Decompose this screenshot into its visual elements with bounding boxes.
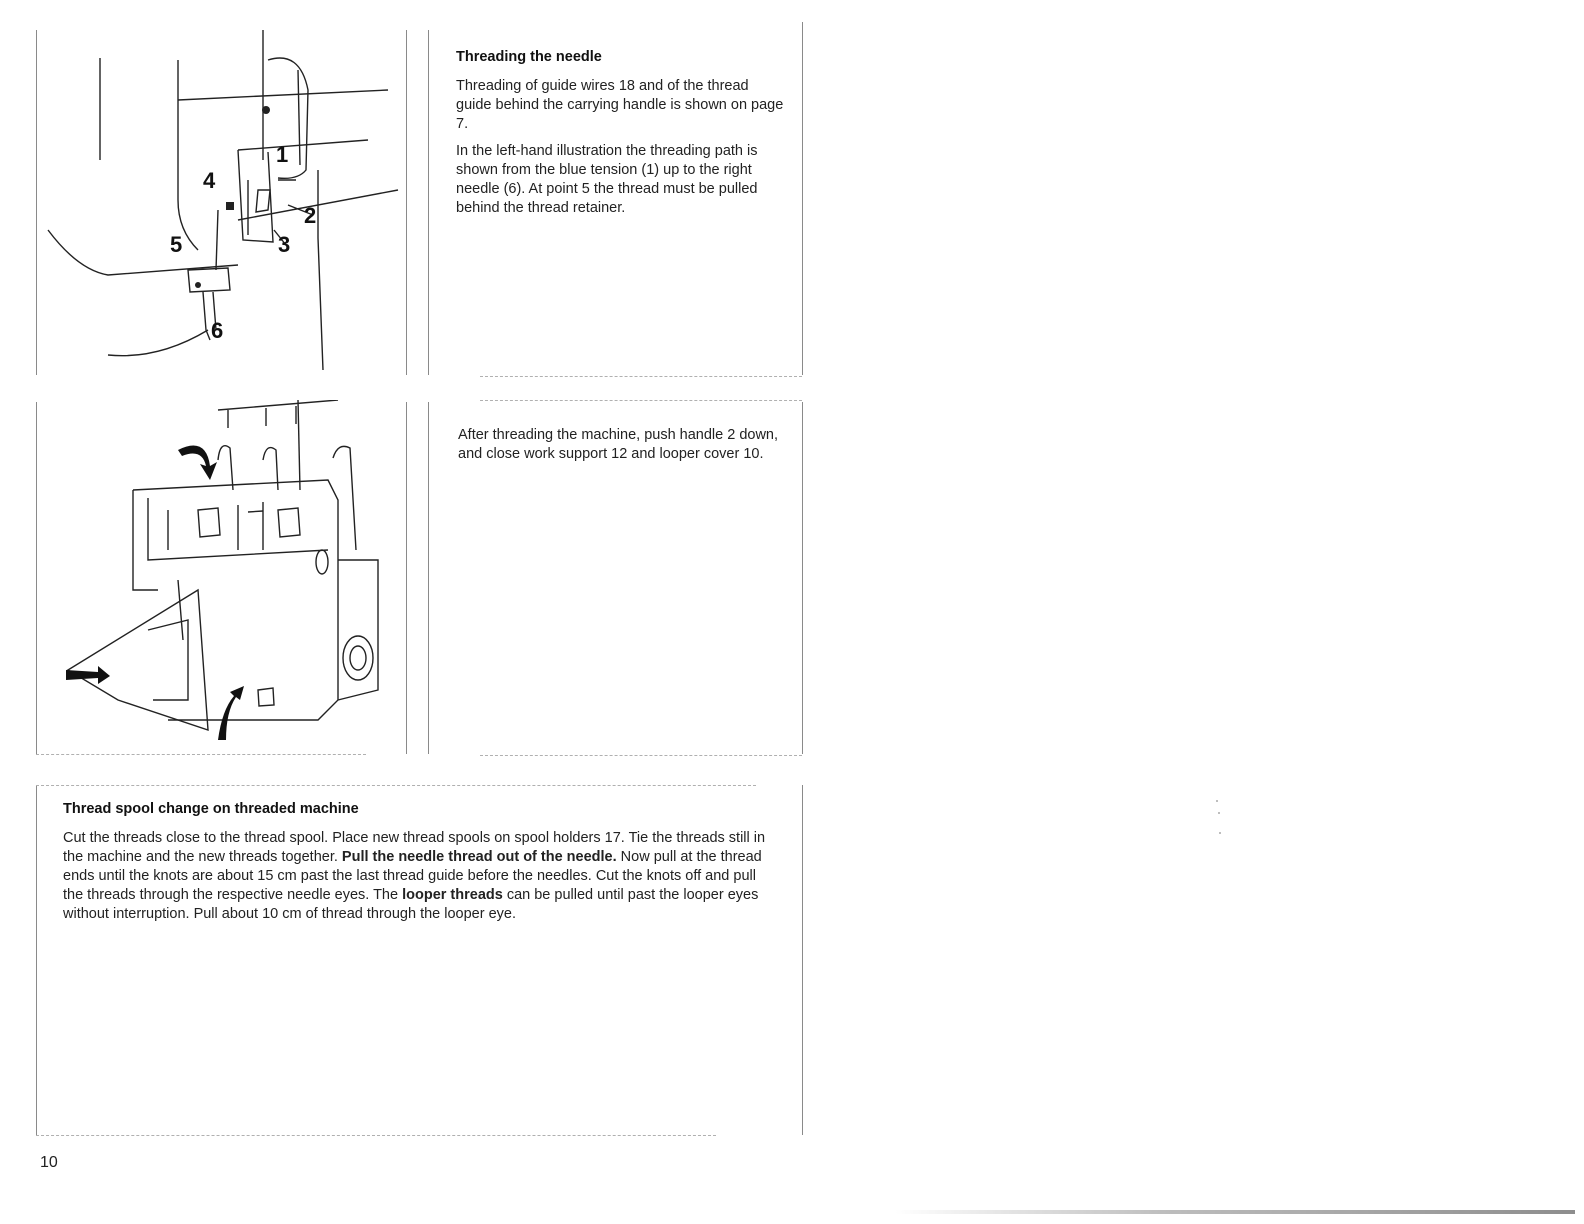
frame-line xyxy=(36,785,756,786)
frame-line xyxy=(480,400,802,401)
frame-line xyxy=(406,402,407,754)
callout-4: 4 xyxy=(203,168,216,193)
scan-speck xyxy=(1218,812,1220,814)
callout-5: 5 xyxy=(170,232,183,257)
needle-threading-illustration xyxy=(38,30,404,375)
paragraph: After threading the machine, push handle 2 down, and close work support 12 and looper cover 10. xyxy=(458,427,779,462)
section-title: Thread spool change on threaded machine xyxy=(63,801,359,817)
scan-speck xyxy=(1219,832,1221,834)
frame-line xyxy=(406,30,407,375)
page-number: 10 xyxy=(40,1154,58,1171)
scan-speck xyxy=(1216,800,1218,802)
frame-line xyxy=(802,785,803,1135)
frame-line xyxy=(802,22,803,375)
text-run: can be pulled until past the looper eyes without interruption. Pull about 10 cm of thread through the looper eye. xyxy=(63,887,759,922)
frame-line xyxy=(428,402,429,754)
section-title: Threading the needle xyxy=(456,49,602,65)
frame-line xyxy=(802,402,803,754)
frame-line xyxy=(36,1135,716,1136)
bold-text: Pull the needle thread out of the needle. xyxy=(341,849,617,865)
frame-line xyxy=(36,785,37,1135)
bold-text: looper threads xyxy=(402,887,503,903)
callout-2: 2 xyxy=(304,203,317,228)
spool-change-section xyxy=(63,800,773,932)
frame-line xyxy=(36,402,37,754)
paragraph xyxy=(63,829,773,924)
closed-machine-illustration xyxy=(38,400,404,752)
frame-line xyxy=(36,754,366,755)
frame-line xyxy=(480,755,802,756)
frame-line xyxy=(480,376,802,377)
paragraph: In the left-hand illustration the threading path is shown from the blue tension (1) up to the right needle (6). At point 5 the thread must be pulled behind the thread retainer. xyxy=(456,143,758,216)
frame-line xyxy=(428,30,429,375)
paragraph: Threading of guide wires 18 and of the thread guide behind the carrying handle is shown on page 7. xyxy=(456,78,784,132)
frame-line xyxy=(36,30,37,375)
text-run: Now pull at the thread ends until the knots are about 15 cm past the last thread guide before the needles. Cut the knots off and pull the threads through the respective needle eyes. The xyxy=(63,849,762,903)
text-run: Cut the threads close to the thread spool. Place new thread spools on spool holders 17. Tie the threads still in the machine and the new threads together. xyxy=(63,830,766,865)
threading-needle-section xyxy=(456,48,786,226)
callout-6: 6 xyxy=(211,318,224,343)
scan-edge-shadow xyxy=(895,1210,1575,1214)
after-threading-section xyxy=(458,426,788,472)
callout-1: 1 xyxy=(276,142,289,167)
callout-3: 3 xyxy=(278,232,291,257)
